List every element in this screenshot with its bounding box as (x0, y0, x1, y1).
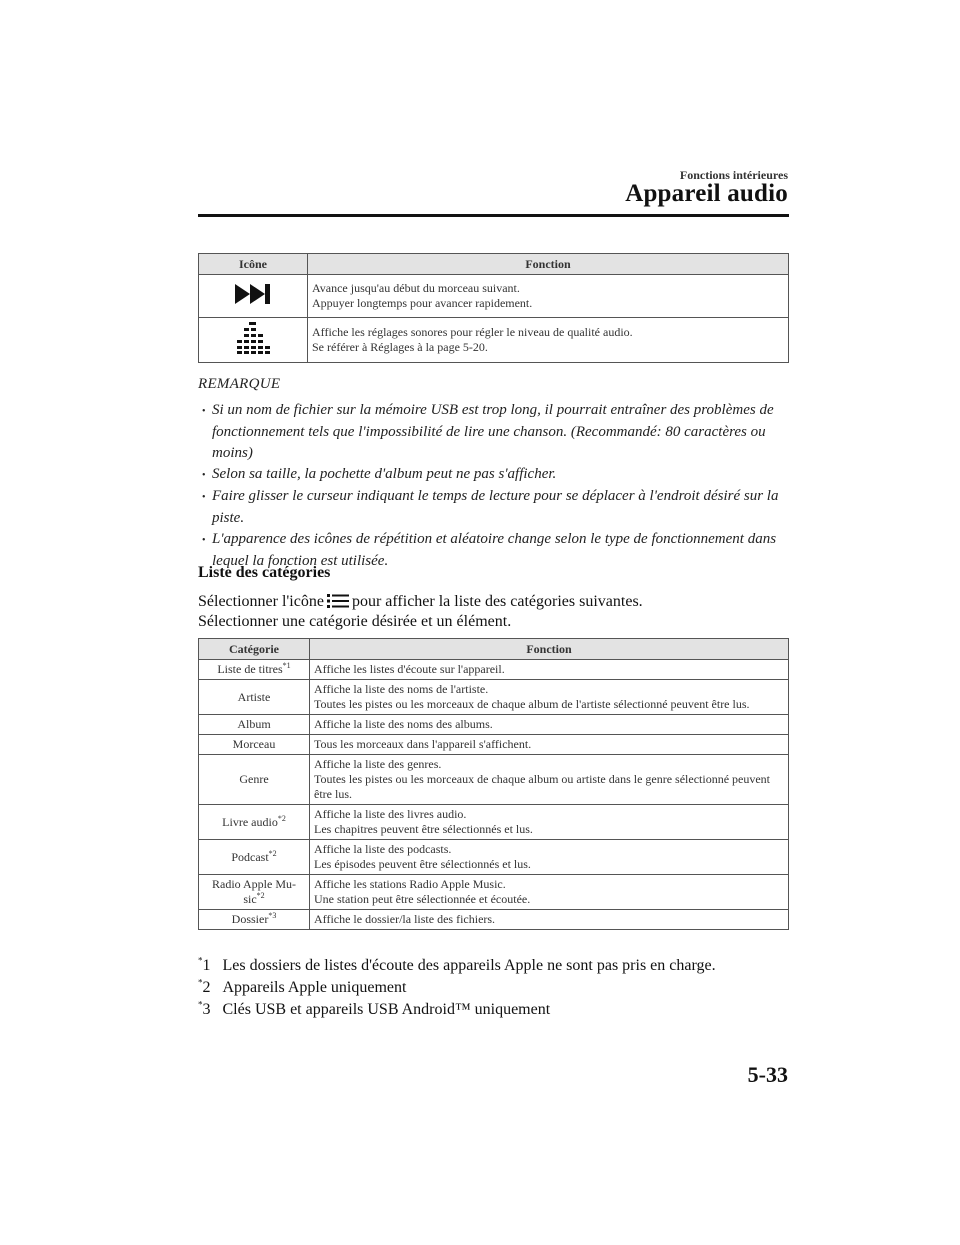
footnote-mark: *3 (268, 911, 277, 920)
table-row (199, 840, 789, 875)
page-number: 5-33 (747, 1062, 788, 1087)
footnote-mark: *2 (268, 848, 277, 858)
footnote-mark: *2 (256, 891, 265, 900)
page-title: Appareil audio (625, 180, 788, 207)
category-cell: Liste de titres$^{*1}$ (199, 660, 310, 680)
table-row (199, 735, 789, 755)
list-icon (327, 593, 349, 609)
function-text: Une station peut être sélectionnée et écoutée. (314, 892, 531, 906)
footnote: *3 Clés USB et appareils USB Android™ uniquement (198, 999, 551, 1018)
categories-heading: Liste des catégories (198, 564, 331, 581)
function-text: Toutes les pistes ou les morceaux de chaque album ou artiste dans le genre sélectionné peuvent être lus. (314, 772, 771, 801)
list-item: • Si un nom de fichier sur la mémoire USB est trop long, il pourrait entraîner des problèmes de fonctionnement tels que l'impossibilité de lire une chanson. (Recommandé: 80 caractères ou moins) (202, 402, 774, 461)
category-column-header: Catégorie (199, 639, 310, 660)
function-text: Affiche la liste des noms de l'artiste. (314, 682, 489, 696)
function-cell (310, 715, 789, 735)
category-cell: Album (199, 715, 310, 735)
table-row (199, 875, 789, 910)
function-cell (310, 910, 789, 930)
function-text: Affiche la liste des genres. (314, 757, 442, 771)
function-column-header: Fonction (308, 254, 789, 275)
function-text: Affiche les réglages sonores pour régler le niveau de qualité audio. (312, 325, 633, 339)
table-row (199, 755, 789, 805)
function-text: Se référer à Réglages à la page 5-20. (312, 340, 488, 354)
category-cell: Morceau (199, 735, 310, 755)
function-text: Toutes les pistes ou les morceaux de chaque album de l'artiste sélectionné peuvent être lus. (314, 697, 750, 711)
table-row (199, 715, 789, 735)
categories-intro: Sélectionner l'icône pour afficher la liste des catégories suivantes. Sélectionner une catégorie désirée et un élément. (198, 593, 643, 630)
function-text: Les épisodes peuvent être sélectionnés et lus. (314, 857, 531, 871)
function-text: Affiche le dossier/la liste des fichiers. (314, 912, 496, 926)
function-text: Appuyer longtemps pour avancer rapidement. (312, 296, 533, 310)
bullet-icon: • (202, 470, 206, 481)
footnote-mark: *1 (282, 661, 291, 670)
function-column-header: Fonction (310, 639, 789, 660)
table-row (199, 680, 789, 715)
function-text: Affiche la liste des noms des albums. (314, 717, 493, 731)
footnotes (198, 955, 716, 1021)
category-cell: Livre audio$^{*2}$ (199, 805, 310, 840)
category-cell: Genre (199, 755, 310, 805)
list-item: • L'apparence des icônes de répétition et aléatoire change selon le type de fonctionnement dans lequel la fonction est utilisée. (202, 531, 777, 569)
footnote-mark: *2 (277, 813, 286, 823)
function-cell (310, 660, 789, 680)
function-text: Affiche la liste des podcasts. (314, 842, 452, 856)
remarque-heading: REMARQUE (198, 376, 281, 392)
function-cell (310, 680, 789, 715)
icon-table (198, 253, 789, 363)
category-table (198, 638, 789, 930)
table-row (199, 660, 789, 680)
category-cell: Podcast$^{*2}$ (199, 840, 310, 875)
bullet-icon: • (202, 535, 206, 546)
function-cell (310, 840, 789, 875)
function-text: Affiche la liste des livres audio. (314, 807, 467, 821)
skip-next-icon (233, 282, 273, 306)
function-text: Affiche les listes d'écoute sur l'appareil. (314, 662, 505, 676)
remarque-list (200, 400, 792, 572)
table-row (199, 318, 789, 363)
category-cell: Radio Apple Mu-sic$^{*2}$ (199, 875, 310, 910)
function-cell (310, 805, 789, 840)
list-item: • Faire glisser le curseur indiquant le temps de lecture pour se déplacer à l'endroit désiré sur la piste. (202, 488, 779, 526)
function-text: Avance jusqu'au début du morceau suivant. (312, 281, 520, 295)
category-cell: Dossier$^{*3}$ (199, 910, 310, 930)
function-text: Les chapitres peuvent être sélectionnés et lus. (314, 822, 533, 836)
equalizer-icon (233, 321, 273, 355)
bullet-icon: • (202, 492, 206, 503)
footnote: *1 Les dossiers de listes d'écoute des appareils Apple ne sont pas pris en charge. (198, 955, 716, 974)
function-cell (310, 875, 789, 910)
function-cell (310, 735, 789, 755)
function-cell (310, 755, 789, 805)
section-label: Fonctions intérieures (679, 168, 788, 182)
table-row (199, 275, 789, 318)
bullet-icon: • (202, 406, 206, 417)
function-text: Affiche les stations Radio Apple Music. (314, 877, 506, 891)
footnote: *2 Appareils Apple uniquement (198, 977, 407, 996)
category-cell: Artiste (199, 680, 310, 715)
function-text: Tous les morceaux dans l'appareil s'affichent. (314, 737, 532, 751)
table-row (199, 805, 789, 840)
table-row (199, 910, 789, 930)
header-rule (198, 214, 789, 217)
icon-column-header: Icône (199, 254, 308, 275)
list-item: • Selon sa taille, la pochette d'album peut ne pas s'afficher. (200, 464, 792, 486)
